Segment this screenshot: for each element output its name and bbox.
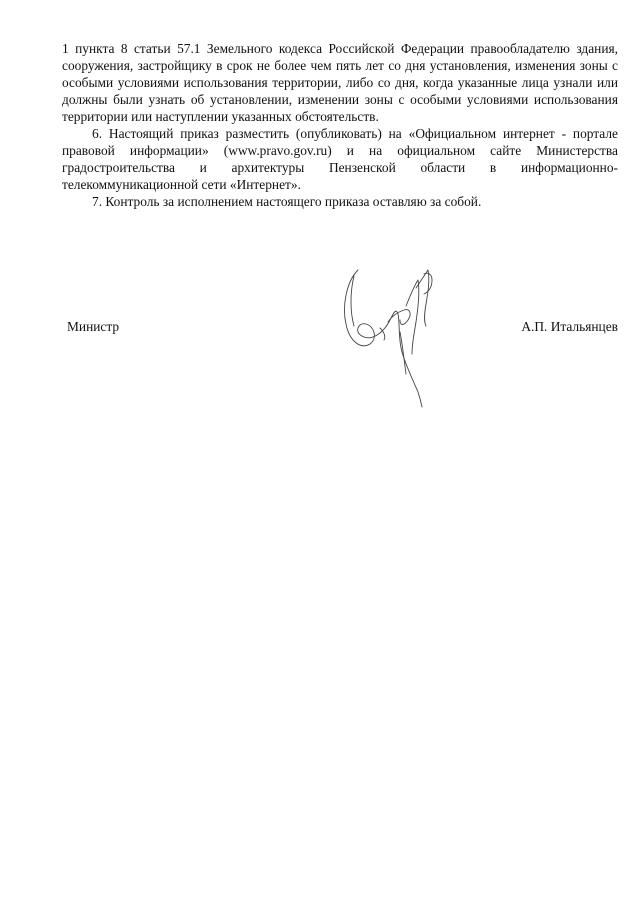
paragraph-continuation: 1 пункта 8 статьи 57.1 Земельного кодекса Российской Федерации правообладателю здания, сооружения, застройщику в срок не более чем пять лет со дня установления, изменения зоны с особыми условиями использования территории, либо со дня, когда указанные лица узнали или должны были узнать об установлении, изменении зоны с особыми условиями использования территории или наступлении указанных обстоятельств. <box>62 41 618 124</box>
paragraph-6-publication: 6. Настоящий приказ разместить (опубликовать) на «Официальном интернет - портале правовой информации» (www.pravo.gov.ru) и на официальном сайте Министерства градостроительства и архитектуры Пензенской области в информационно-телекоммуникационной сети «Интернет». <box>62 126 618 192</box>
document-body <box>62 40 618 210</box>
handwritten-signature <box>340 262 450 412</box>
signatory-title: Министр <box>67 319 120 334</box>
signatory-name: А.П. Итальянцев <box>521 319 618 334</box>
paragraph-7-control: 7. Контроль за исполнением настоящего приказа оставляю за собой. <box>92 194 482 209</box>
